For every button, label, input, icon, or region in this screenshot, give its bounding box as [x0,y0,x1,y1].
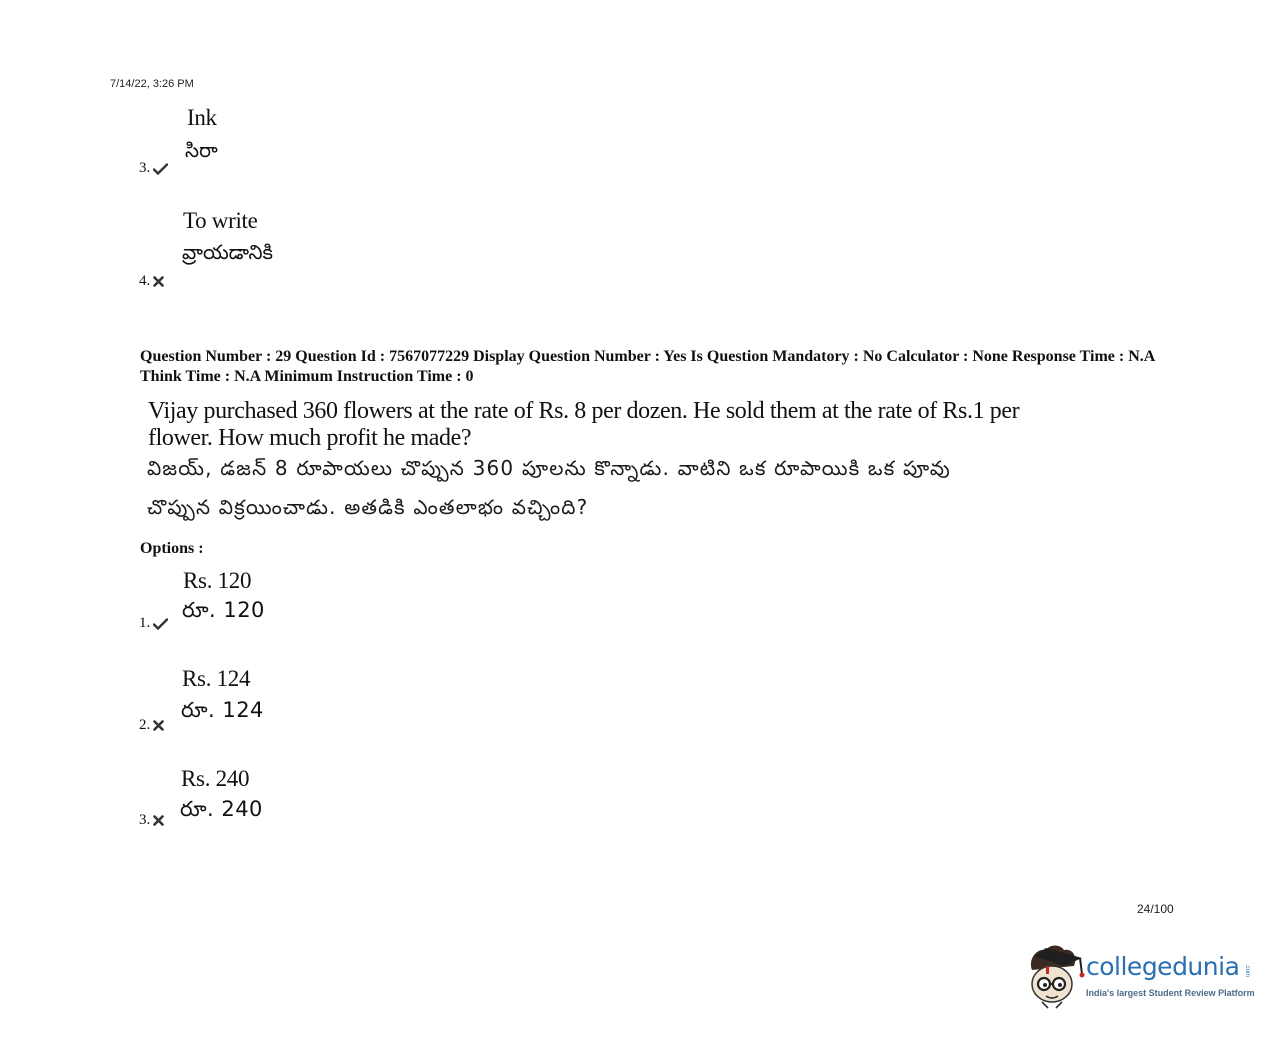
question-text-en: Vijay purchased 360 flowers at the rate of Rs. 8 per dozen. He sold them at the rate of Rs.1 per flower. How much profit he made? [148,398,1020,451]
cross-icon [153,276,164,287]
option-1-number [139,615,168,632]
prev-option-4-text-en: To write [183,208,258,233]
prev-option-3-number [139,160,168,177]
option-2-text-en: Rs. 124 [182,666,251,691]
print-timestamp: 7/14/22, 3:26 PM [110,78,194,90]
cross-icon [153,815,164,826]
option-2-text-te: రూ. 124 [181,698,264,722]
option-number-label: 2. [139,717,151,733]
option-1-text-en: Rs. 120 [183,568,252,593]
logo-tagline: India's largest Student Review Platform [1086,988,1255,998]
check-icon [153,163,168,175]
options-label: Options : [140,540,204,557]
graduate-mascot-icon [1024,940,1088,1010]
prev-option-4-number [139,273,164,290]
page-number: 24/100 [1137,902,1174,916]
option-2-number [139,717,164,734]
option-3-text-te: రూ. 240 [180,797,263,821]
option-1-text-te: రూ. 120 [182,598,265,622]
option-number-label: 4. [139,273,151,289]
option-number-label: 3. [139,812,151,828]
cross-icon [153,720,164,731]
logo-suffix: .com [1244,964,1250,978]
question-meta: Question Number : 29 Question Id : 7567077229 Display Question Number : Yes Is Question Mandatory : No Calculator : None Response Time : N.A Think Time : N.A Minimum Instruction Time : 0 [140,348,1155,385]
prev-option-3-text-te: సిరా [185,138,218,162]
option-3-text-en: Rs. 240 [181,766,250,791]
prev-option-4-text-te: వ్రాయడానికి [182,240,273,264]
logo-wordmark: collegedunia [1086,952,1240,981]
option-number-label: 3. [139,160,151,176]
collegedunia-logo [1024,940,1264,1010]
check-icon [153,618,168,630]
question-text-te-line1: విజయ్, డజన్ 8 రూపాయలు చొప్పున 360 పూలను కొన్నాడు. వాటిని ఒక రూపాయికి ఒక పూవు [147,456,951,480]
question-text-te-line2: చొప్పున విక్రయించాడు. అతడికి ఎంతలాభం వచ్చింది? [147,495,589,519]
option-3-number [139,812,164,829]
option-number-label: 1. [139,615,151,631]
prev-option-3-text-en: Ink [187,105,217,130]
